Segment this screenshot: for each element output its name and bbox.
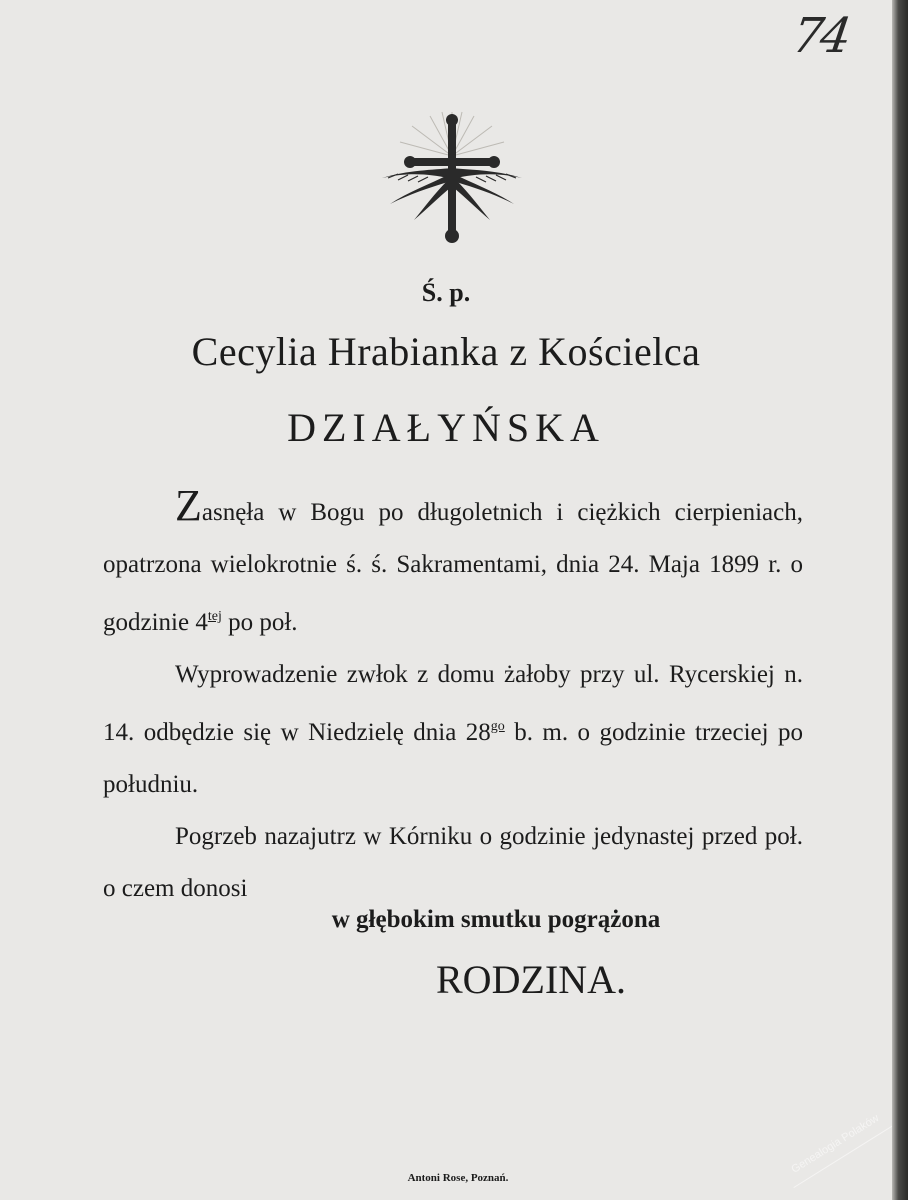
cross-with-palms-icon [378, 108, 526, 250]
paragraph-text: Wyprowadzenie zwłok z domu żałoby przy ul. Rycerskiej n. 14. odbędzie się w Niedzielę dnia 28 [103, 661, 803, 746]
paragraph-text: Pogrzeb nazajutrz w Kórniku o godzinie jedynastej przed poł. o czem donosi [103, 823, 803, 902]
watermark-logo [760, 1110, 908, 1190]
printer-imprint: Antoni Rose, Poznań. [407, 1172, 509, 1184]
deceased-surname: DZIAŁYŃSKA [287, 405, 605, 450]
paragraph-procession [103, 649, 803, 811]
paragraph-funeral [103, 811, 803, 915]
closing-line: w głębokim smutku pogrążona [331, 906, 661, 933]
superscript: go [490, 719, 505, 734]
superscript: tej [207, 609, 222, 624]
handwritten-page-number: 74 [788, 8, 852, 64]
family-signature: RODZINA. [436, 957, 626, 1002]
deceased-name: Cecylia Hrabianka z Kościelca [191, 329, 701, 374]
paragraph-text: b. m. o godzinie trzeciej po południu. [103, 719, 803, 798]
abbreviation-sp: Ś. p. [421, 278, 471, 307]
paragraph-death [103, 481, 803, 649]
announcement-body [103, 481, 803, 915]
page-edge-shadow [892, 0, 908, 1200]
paragraph-text: asnęła w Bogu po długoletnich i ciężkich cierpieniach, opatrzona wielokrotnie ś. ś. Sakramentami, dnia 24. Maja 1899 r. o godzinie 4 [103, 499, 803, 636]
watermark-text: Genealogia Polaków [789, 1112, 882, 1176]
initial-letter: Z [175, 481, 202, 530]
paragraph-text: po poł. [221, 609, 298, 636]
